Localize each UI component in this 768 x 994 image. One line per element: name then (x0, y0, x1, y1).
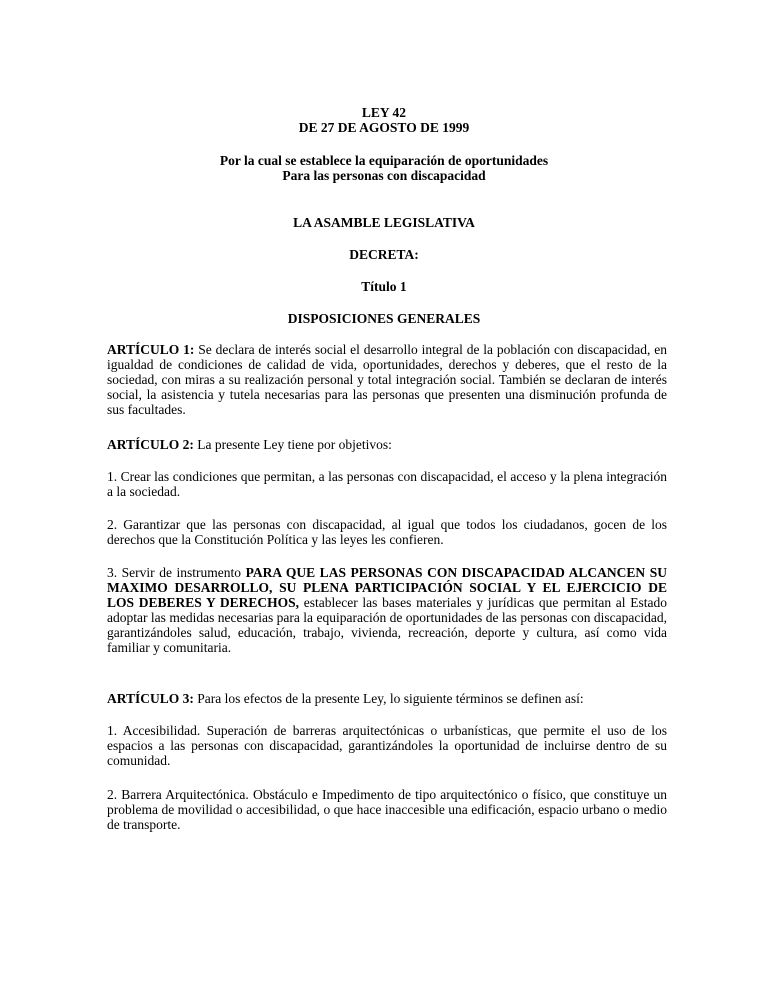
section-heading: DISPOSICIONES GENERALES (287, 311, 481, 326)
item-3-bold: PARA QUE LAS PERSONAS CON DISCAPACIDAD ALCANCEN SU MAXIMO DESARROLLO, SU PLENA PARTICIPACIÓN SOCIAL Y EL EJERCICIO DE LOS DEBERES Y DERECHOS, (107, 565, 667, 610)
article-1-text: Se declara de interés social el desarrollo integral de la población con discapacidad, en igualdad de condiciones de calidad de vida, oportunidades, derechos y deberes, que el resto de la sociedad, con miras a su realización personal y total integración social. También se declaran de interés social, la asistencia y tutela necesarias para las personas que presenten una disminución profunda de sus facultades. (107, 342, 667, 417)
article-2-item-3 (107, 565, 667, 655)
article-3 (107, 691, 667, 706)
subtitle-line-1: Por la cual se establece la equiparación de oportunidades (219, 153, 549, 168)
article-3-item-2: 2. Barrera Arquitectónica. Obstáculo e Impedimento de tipo arquitectónico o físico, que constituye un problema de movilidad o accesibilidad, o que hace inaccesible una edificación, espacio urbano o medio de transporte. (107, 787, 667, 832)
subtitle-line-2: Para las personas con discapacidad (282, 168, 486, 183)
article-3-text: Para los efectos de la presente Ley, lo siguiente términos se definen así: (193, 691, 584, 706)
decree-heading: DECRETA: (349, 247, 419, 262)
article-2-item-2: 2. Garantizar que las personas con discapacidad, al igual que todos los ciudadanos, gocen de los derechos que la Constitución Política y las leyes les confieren. (107, 517, 667, 547)
article-3-label: ARTÍCULO 3: (107, 691, 194, 706)
article-3-item-1: 1. Accesibilidad. Superación de barreras arquitectónicas o urbanísticas, que permite el uso de los espacios a las personas con discapacidad, garantizándoles la oportunidad de incluirse dentro de su comunidad. (107, 723, 667, 768)
law-number: LEY 42 (361, 105, 407, 120)
article-2-text: La presente Ley tiene por objetivos: (193, 437, 392, 452)
article-2-item-1: 1. Crear las condiciones que permitan, a las personas con discapacidad, el acceso y la plena integración a la sociedad. (107, 469, 667, 499)
title-heading: Título 1 (361, 279, 407, 294)
law-date: DE 27 DE AGOSTO DE 1999 (298, 120, 470, 135)
item-3-pre: 3. Servir de instrumento (107, 565, 246, 580)
article-1-label: ARTÍCULO 1: (107, 342, 195, 357)
article-1 (107, 342, 667, 417)
article-2 (107, 437, 667, 452)
article-2-label: ARTÍCULO 2: (107, 437, 194, 452)
item-3-post: establecer las bases materiales y jurídicas que permitan al Estado adoptar las medidas necesarias para la equiparación de oportunidades de las personas con discapacidad, garantizándoles salud, educación, trabajo, vivienda, recreación, deporte y cultura, así como vida familiar y comunitaria. (107, 595, 667, 655)
assembly-heading: LA ASAMBLE LEGISLATIVA (293, 215, 475, 230)
